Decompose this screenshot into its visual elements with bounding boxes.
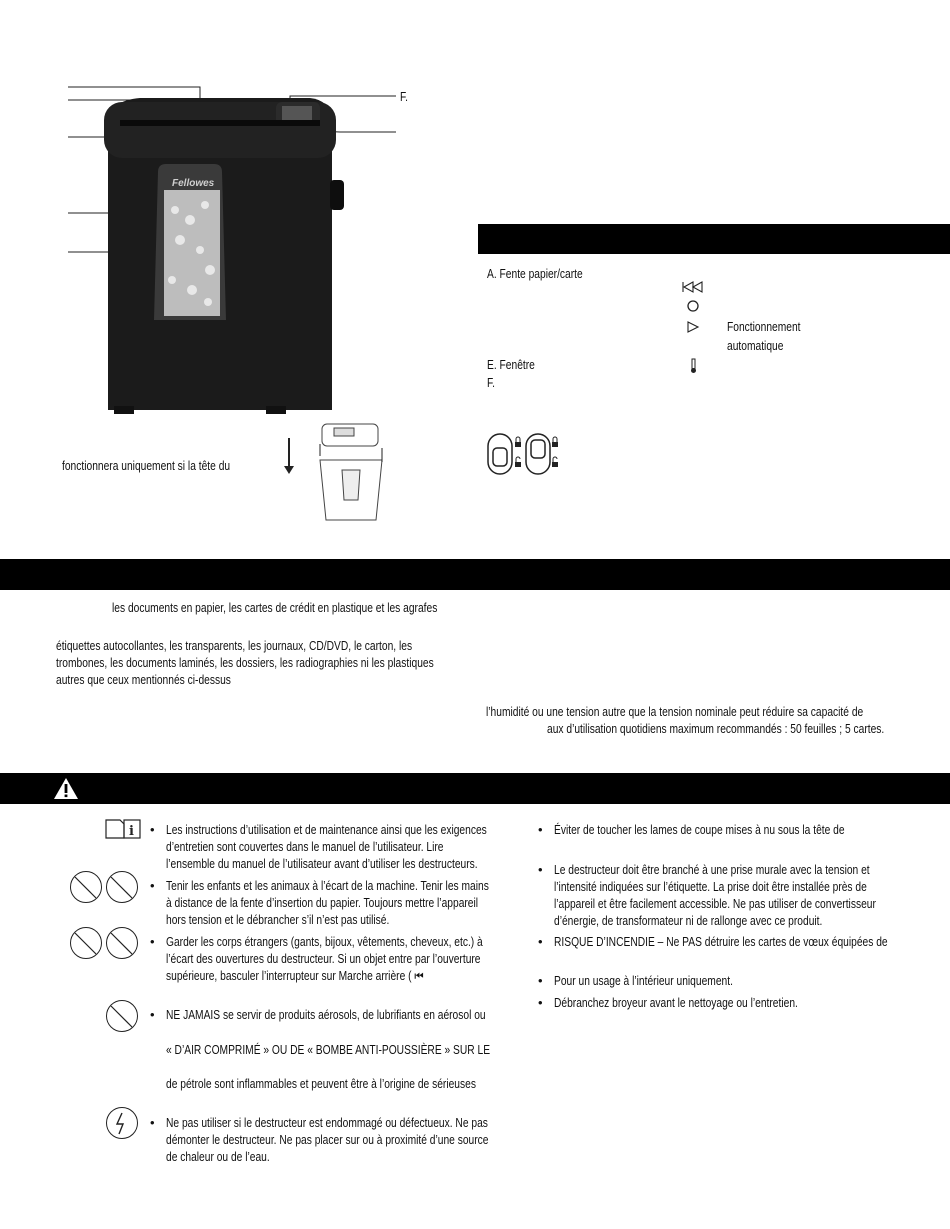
capabilities-line1: les documents en papier, les cartes de crédit en plastique et les agrafes	[112, 601, 438, 615]
warning-petrole-line: de pétrole sont inflammables et peuvent être à l’origine de sérieuses	[166, 1077, 476, 1091]
capabilities-line2: étiquettes autocollantes, les transparents, les journaux, CD/DVD, le carton, les	[56, 639, 413, 653]
auto-label-line1: Fonctionnement	[727, 320, 801, 334]
head-caption: fonctionnera uniquement si la tête du	[62, 459, 231, 473]
brand-logo: Fellowes	[172, 178, 215, 189]
auto-label-line2: automatique	[727, 339, 784, 353]
legend-f: F.	[487, 376, 495, 390]
capabilities-right2: aux d’utilisation quotidiens maximum recommandés : 50 feuilles ; 5 cartes.	[547, 722, 885, 736]
capabilities-line3: trombones, les documents laminés, les dossiers, les radiographies ni les plastiques	[56, 656, 434, 670]
svg-text:i: i	[129, 824, 134, 839]
legend-fente: A. Fente papier/carte	[487, 267, 583, 281]
capabilities-right1: l’humidité ou une tension autre que la tension nominale peut réduire sa capacité de	[486, 705, 864, 719]
legend-fenetre: E. Fenêtre	[487, 358, 535, 372]
capabilities-line4: autres que ceux mentionnés ci-dessus	[56, 673, 231, 687]
warning-air-line: « D’AIR COMPRIMÉ » OU DE « BOMBE ANTI-POUSSIÈRE » SUR LE	[166, 1043, 491, 1057]
diagram-label-f: F.	[400, 90, 408, 104]
